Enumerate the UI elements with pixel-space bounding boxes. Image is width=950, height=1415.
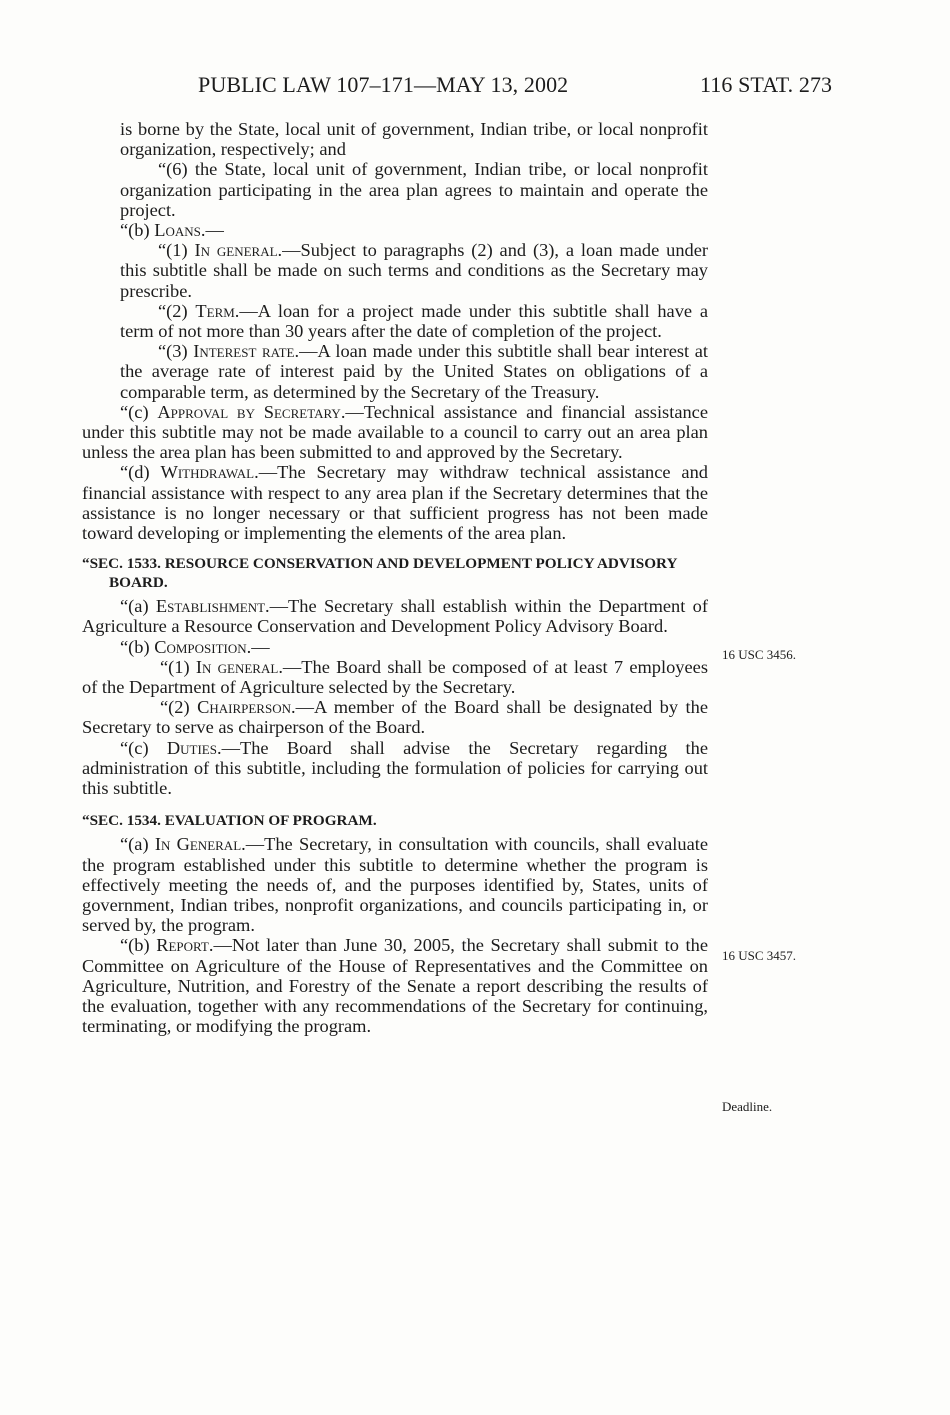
body-text-column [82,119,708,1036]
loans-paragraph-3: “(3) Interest rate.—A loan made under this subtitle shall bear interest at the average rate of interest paid by the United States on obligations of a comparable term, as determined by the Secretary of the Treasury. [120,341,708,402]
section-1534-heading: “SEC. 1534. EVALUATION OF PROGRAM. [82,812,377,830]
subsection-d-withdrawal: “(d) Withdrawal.—The Secretary may withdraw technical assistance and financial assistance with respect to any area plan if the Secretary determines that the assistance is no longer necessary or that sufficient progress has not been made toward developing or implementing the elements of the area plan. [82,462,708,544]
sec1534-subsection-a: “(a) In General.—The Secretary, in consultation with councils, shall evaluate the program established under this subtitle to determine whether the program is effectively meeting the needs of, and the purposes identified by, States, units of government, Indian tribes, nonprofit organizations, and councils participating in, or served by, the program. [82,834,709,936]
margin-note-usc-3457: 16 USC 3457. [722,948,797,963]
sec1533-subsection-b: “(b) Composition.— [120,636,270,657]
sec1533-subsection-a: “(a) Establishment.—The Secretary shall establish within the Department of Agriculture a Resource Conservation and Development Policy Advisory Board. [82,596,709,637]
margin-note-deadline: Deadline. [722,1099,773,1114]
page-stat-number: 116 STAT. 273 [700,72,833,97]
loans-paragraph-1: “(1) In general.—Subject to paragraphs (2) and (3), a loan made under this subtitle shall be made on such terms and conditions as the Secretary may prescribe. [120,240,708,301]
sec1533-paragraph-2: “(2) Chairperson.—A member of the Board shall be designated by the Secretary to serve as chairperson of the Board. [82,697,708,738]
margin-note-usc-3456: 16 USC 3456. [722,647,797,662]
sec1534-subsection-b: “(b) Report.—Not later than June 30, 2005, the Secretary shall submit to the Committee on Agriculture of the House of Representatives and the Committee on Agriculture, Nutrition, and Forestry of the Senate a report describing the results of the evaluation, together with any recommendations of the Secretary for continuing, terminating, or modifying the program. [82,935,708,1037]
loans-paragraph-2: “(2) Term.—A loan for a project made under this subtitle shall have a term of not more than 30 years after the date of completion of the project. [120,300,708,342]
running-header-title: PUBLIC LAW 107–171—MAY 13, 2002 [198,72,569,97]
subsection-c-approval: “(c) Approval by Secretary.—Technical assistance and financial assistance under this subtitle may not be made available to a council to carry out an area plan unless the area plan has been submitted to and approved by the Secretary. [82,401,708,463]
section-1533-heading: “SEC. 1533. RESOURCE CONSERVATION AND DEVELOPMENT POLICY ADVISORY BOARD. [82,555,677,592]
paragraph-5-continuation: is borne by the State, local unit of government, Indian tribe, or local nonprofit organization, respectively; and [120,119,708,160]
paragraph-6: “(6) the State, local unit of government, Indian tribe, or local nonprofit organization participating in the area plan agrees to maintain and operate the project. [120,159,708,220]
subsection-b-loans: “(b) Loans.— [120,220,224,241]
sec1533-paragraph-1: “(1) In general.—The Board shall be composed of at least 7 employees of the Department of Agriculture selected by the Secretary. [82,656,708,698]
sec1533-subsection-c: “(c) Duties.—The Board shall advise the Secretary regarding the administration of this subtitle, including the formulation of policies for carrying out this subtitle. [82,737,708,799]
